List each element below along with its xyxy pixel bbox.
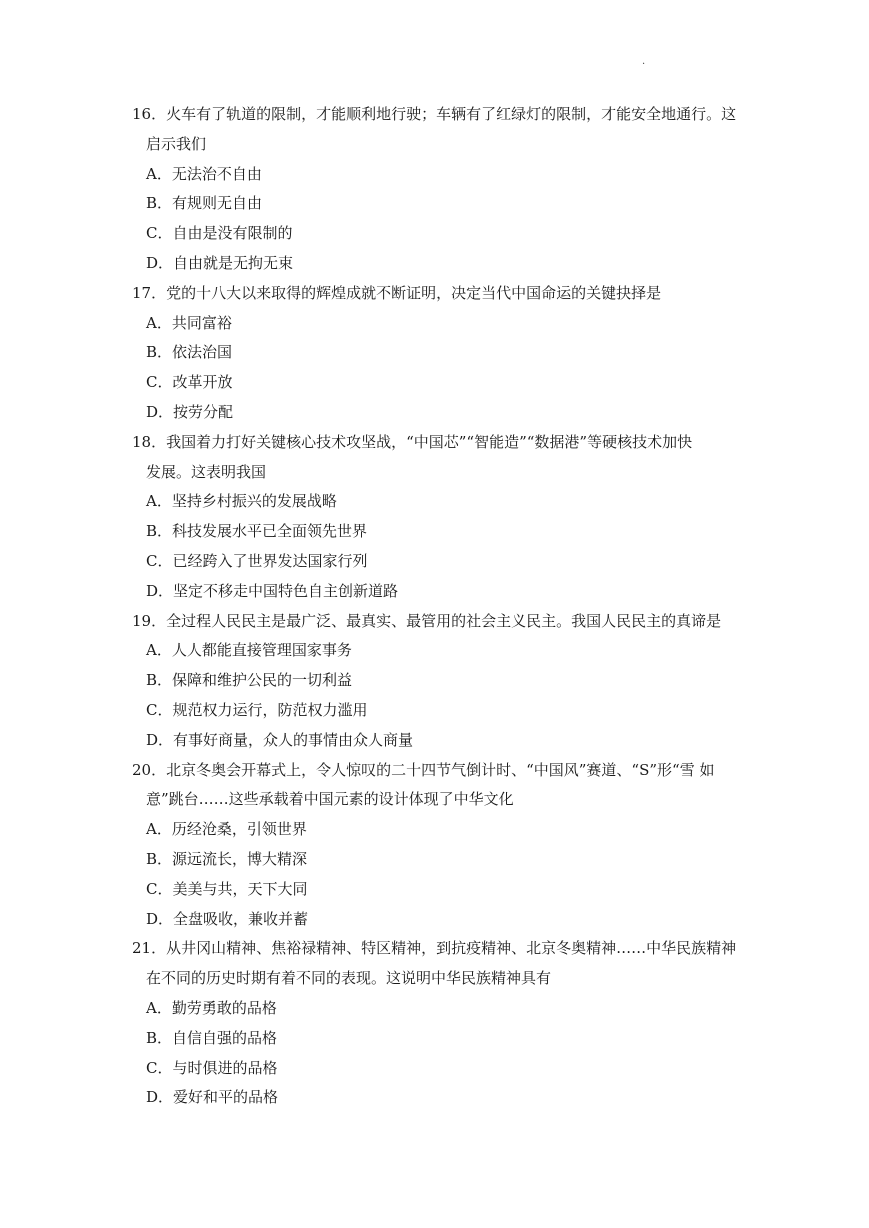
- option-c: C．自由是没有限制的: [146, 224, 293, 243]
- option-c: C．规范权力运行，防范权力滥用: [146, 700, 368, 719]
- option-c: C．与时俱进的品格: [146, 1058, 278, 1077]
- option-d: D．全盘吸收，兼收并蓄: [146, 909, 309, 928]
- option-a: A．无法治不自由: [146, 164, 262, 183]
- option-b: B．科技发展水平已全面领先世界: [146, 522, 368, 541]
- question-17: [132, 279, 744, 428]
- option-c: C．美美与共，天下大同: [146, 879, 308, 898]
- question-stem: 16．火车有了轨道的限制，才能顺利地行驶；车辆有了红绿灯的限制，才能安全地通行。这: [132, 105, 737, 123]
- option-a: A．历经沧桑，引领世界: [146, 820, 307, 839]
- question-16: [132, 100, 744, 279]
- question-stem: 19．全过程人民民主是最广泛、最真实、最管用的社会主义民主。我国人民民主的真谛是: [132, 611, 722, 630]
- question-19: [132, 607, 744, 756]
- option-d: D．坚定不移走中国特色自主创新道路: [146, 581, 399, 600]
- option-c: C．已经跨入了世界发达国家行列: [146, 551, 368, 570]
- option-b: B．有规则无自由: [146, 194, 263, 213]
- question-stem-continued: 在不同的历史时期有着不同的表现。这说明中华民族精神具有: [146, 969, 552, 988]
- question-stem-continued: 发展。这表明我国: [146, 462, 267, 481]
- question-stem: 21．从井冈山精神、焦裕禄精神、特区精神，到抗疫精神、北京冬奥精神……中华民族精神: [132, 939, 737, 958]
- option-b: B．源远流长，博大精深: [146, 849, 308, 868]
- question-20: [132, 756, 744, 935]
- header-mark: .: [642, 56, 646, 67]
- option-a: A．共同富裕: [146, 313, 232, 332]
- question-stem-continued: 意”跳台……这些承载着中国元素的设计体现了中华文化: [146, 790, 514, 809]
- question-21: [132, 934, 744, 1113]
- option-b: B．保障和维护公民的一切利益: [146, 671, 353, 690]
- option-d: D．爱好和平的品格: [146, 1088, 279, 1107]
- option-d: D．自由就是无拘无束: [146, 253, 294, 272]
- option-b: B．自信自强的品格: [146, 1028, 278, 1047]
- question-stem-continued: 启示我们: [146, 134, 207, 153]
- option-c: C．改革开放: [146, 373, 233, 392]
- question-stem: 20．北京冬奥会开幕式上，令人惊叹的二十四节气倒计时、“中国风”赛道、“S”形“雪 如: [132, 760, 715, 779]
- option-a: A．坚持乡村振兴的发展战略: [146, 492, 337, 511]
- option-a: A．人人都能直接管理国家事务: [146, 641, 352, 660]
- question-stem: 18．我国着力打好关键核心技术攻坚战，“中国芯”“智能造”“数据港”等硬核技术加快: [132, 432, 693, 451]
- question-18: [132, 428, 744, 607]
- option-d: D．按劳分配: [146, 402, 234, 421]
- question-list: [132, 100, 744, 1113]
- option-b: B．依法治国: [146, 343, 233, 362]
- option-a: A．勤劳勇敢的品格: [146, 998, 277, 1017]
- question-stem: 17．党的十八大以来取得的辉煌成就不断证明，决定当代中国命运的关键抉择是: [132, 283, 662, 302]
- option-d: D．有事好商量，众人的事情由众人商量: [146, 730, 414, 749]
